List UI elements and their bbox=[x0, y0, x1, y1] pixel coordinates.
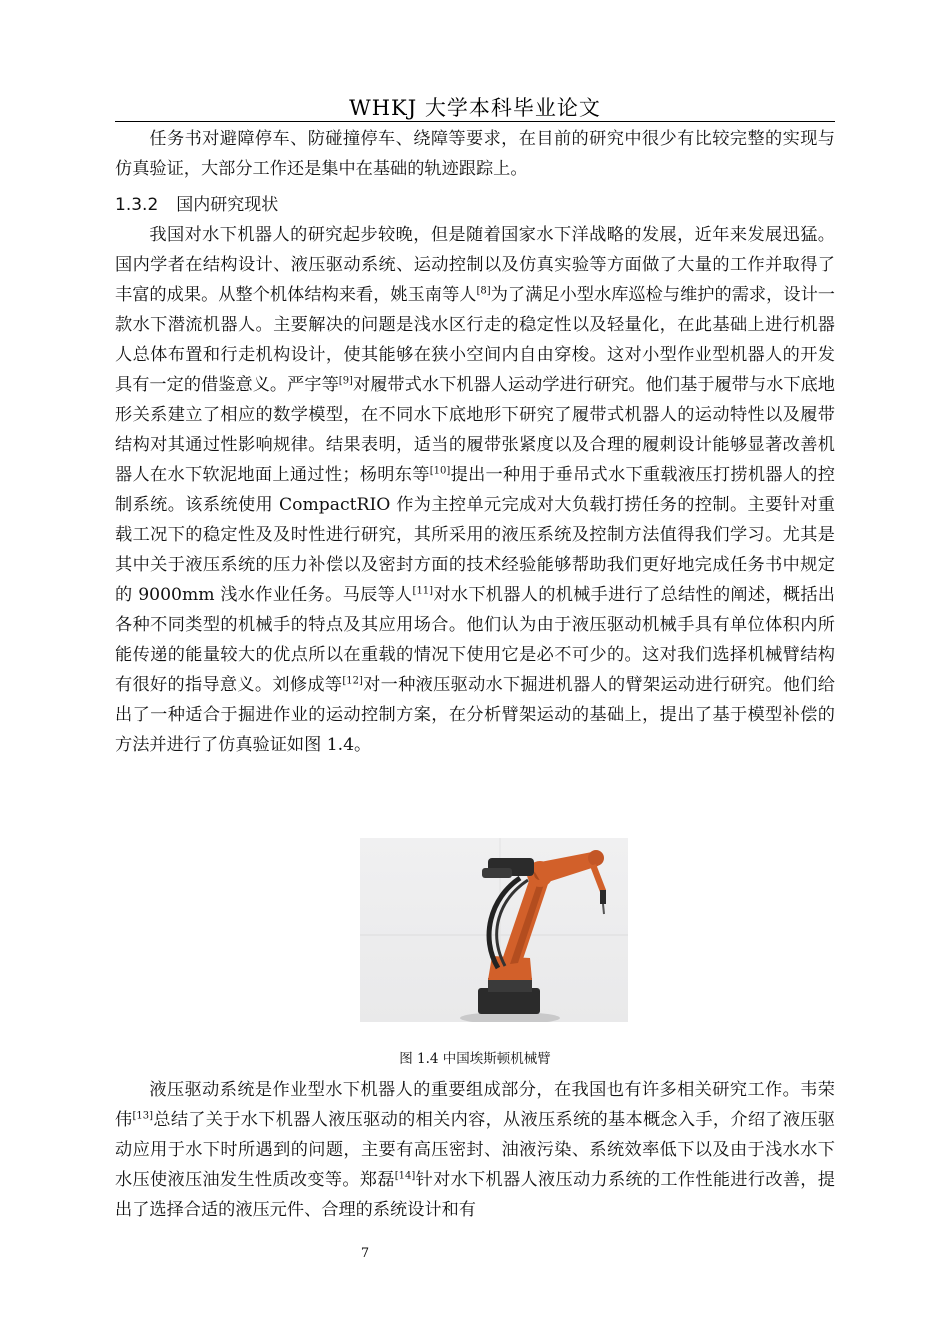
text-span: 我国对水下机器人的研究起步较晚，但是随着国家水下洋战略的发展，近年来发展迅猛。国内学者在结构设计、液压驱动系统、运动控制以及仿真实验等方面做了大量的工作并取得了丰富的成果。从整个机体结构来看，姚玉南等人 bbox=[115, 225, 835, 305]
text-span: 为了满足小型水库巡检与维护的需求，设计一款水下潜流机器人。主要解决的问题是浅水区行走的稳定性以及轻量化，在此基础上进行机器人总体布置和行走机构设计，使其能够在狭小空间内自由穿梭。这对小型作业型机器人的开发具有一定的借鉴意义。严宇等 bbox=[115, 285, 835, 395]
paragraph-3 bbox=[115, 1075, 835, 1225]
section-number: 1.3.2 bbox=[115, 195, 159, 215]
text-span: 对水下机器人的机械手进行了总结性的阐述，概括出各种不同类型的机械手的特点及其应用场合。他们认为由于液压驱动机械手具有单位体积内所能传递的能量较大的优点所以在重载的情况下使用它是必不可少的。这对我们选择机械臂结构有很好的指导意义。刘修成等 bbox=[115, 585, 835, 695]
citation-8: [8] bbox=[476, 285, 491, 297]
section-title: 国内研究现状 bbox=[176, 195, 279, 215]
citation-10: [10] bbox=[429, 465, 451, 477]
section-heading bbox=[115, 190, 278, 220]
running-header: WHKJ 大学本科毕业论文 bbox=[349, 96, 601, 120]
paragraph-3-text bbox=[115, 1075, 835, 1225]
text-span: 提出一种用于垂吊式水下重载液压打捞机器人的控制系统。该系统使用 CompactRIO 作为主控单元完成对大负载打捞任务的控制。主要针对重载工况下的稳定性及及时性进行研究，其所采用的液压系统及控制方法值得我们学习。尤其是其中关于液压系统的压力补偿以及密封方面的技术经验能够帮助我们更好地完成任务书中规定的 9000mm 浅水作业任务。马辰等人 bbox=[115, 465, 835, 605]
paragraph-1 bbox=[115, 124, 835, 184]
figure-caption: 图 1.4 中国埃斯顿机械臂 bbox=[399, 1051, 551, 1067]
robot-arm-image bbox=[360, 838, 628, 1022]
citation-14: [14] bbox=[394, 1170, 416, 1182]
paragraph-1-text: 任务书对避障停车、防碰撞停车、绕障等要求，在目前的研究中很少有比较完整的实现与仿真验证，大部分工作还是集中在基础的轨迹跟踪上。 bbox=[115, 129, 835, 179]
text-span: 针对水下机器人液压动力系统的工作性能进行改善，提出了选择合适的液压元件、合理的系统设计和有 bbox=[115, 1170, 835, 1220]
citation-11: [11] bbox=[412, 585, 434, 597]
paragraph-2 bbox=[115, 220, 835, 760]
text-span: 对一种液压驱动水下掘进机器人的臂架运动进行研究。他们给出了一种适合于掘进作业的运动控制方案，在分析臂架运动的基础上，提出了基于模型补偿的方法并进行了仿真验证如图 1.4。 bbox=[115, 675, 835, 755]
paragraph-2-text bbox=[115, 220, 835, 760]
page-number: 7 bbox=[360, 1246, 370, 1261]
citation-12: [12] bbox=[342, 675, 363, 687]
text-span: 对履带式水下机器人运动学进行研究。他们基于履带与水下底地形关系建立了相应的数学模型，在不同水下底地形下研究了履带式机器人的运动特性以及履带结构对其通过性影响规律。结果表明，适当的履带张紧度以及合理的履刺设计能够显著改善机器人在水下软泥地面上通过性；杨明东等 bbox=[115, 375, 835, 485]
text-span: 液压驱动系统是作业型水下机器人的重要组成部分，在我国也有许多相关研究工作。韦荣伟 bbox=[115, 1080, 835, 1130]
citation-13: [13] bbox=[132, 1110, 154, 1122]
citation-9: [9] bbox=[338, 375, 353, 387]
robot-arm-figure bbox=[360, 838, 628, 1022]
header-rule bbox=[115, 121, 835, 122]
text-span: 总结了关于水下机器人液压驱动的相关内容，从液压系统的基本概念入手，介绍了液压驱动应用于水下时所遇到的问题，主要有高压密封、油液污染、系统效率低下以及由于浅水水下水压使液压油发生性质改变等。郑磊 bbox=[115, 1110, 835, 1190]
